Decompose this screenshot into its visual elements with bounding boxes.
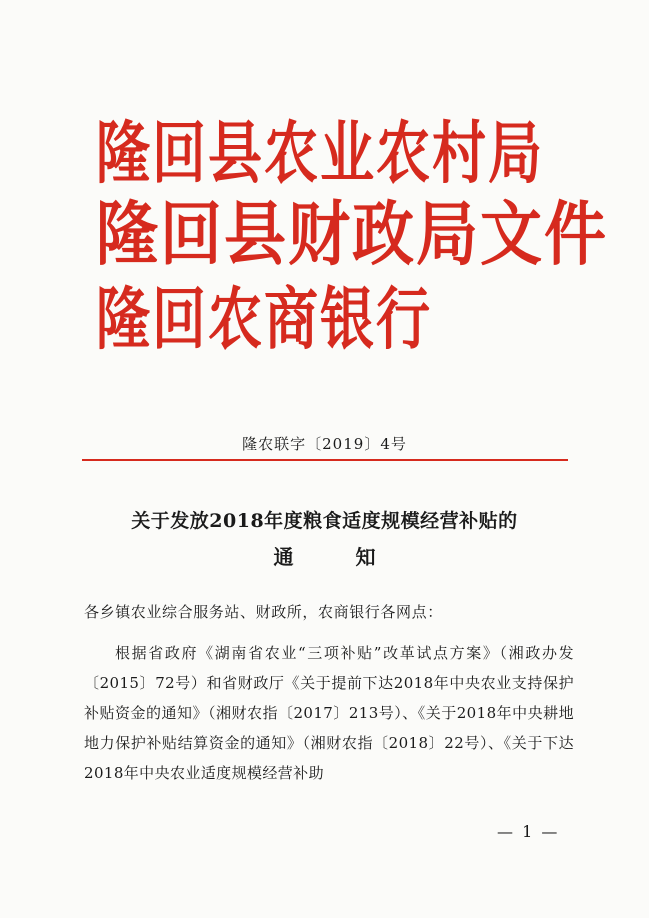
document-number: 隆农联字〔2019〕4号 — [242, 435, 407, 453]
document-title-notice: 通知 — [273, 545, 438, 569]
issuer-finance-bureau: 隆回县财政局文件 — [96, 193, 609, 276]
body-paragraph: 根据省政府《湖南省农业“三项补贴”改革试点方案》（湘政办发〔2015〕72号）和省财政厅《关于提前下达2018年中央农业支持保护补贴资金的通知》（湘财农指〔2017〕213号）、《关于2018年中央耕地地力保护补贴结算资金的通知》（湘财农指〔2018〕22号）、《关于下达2018年中央农业适度规模经营补助 — [84, 644, 574, 782]
page-number: — 1 — — [497, 822, 560, 841]
issuer-agriculture-bureau: 隆回县农业农村局 — [96, 113, 544, 193]
salutation: 各乡镇农业综合服务站、财政所，农商银行各网点： — [84, 603, 443, 621]
red-divider-line — [82, 459, 568, 461]
issuer-rural-bank: 隆回农商银行 — [96, 279, 432, 359]
document-title: 关于发放2018年度粮食适度规模经营补贴的 — [131, 510, 518, 532]
